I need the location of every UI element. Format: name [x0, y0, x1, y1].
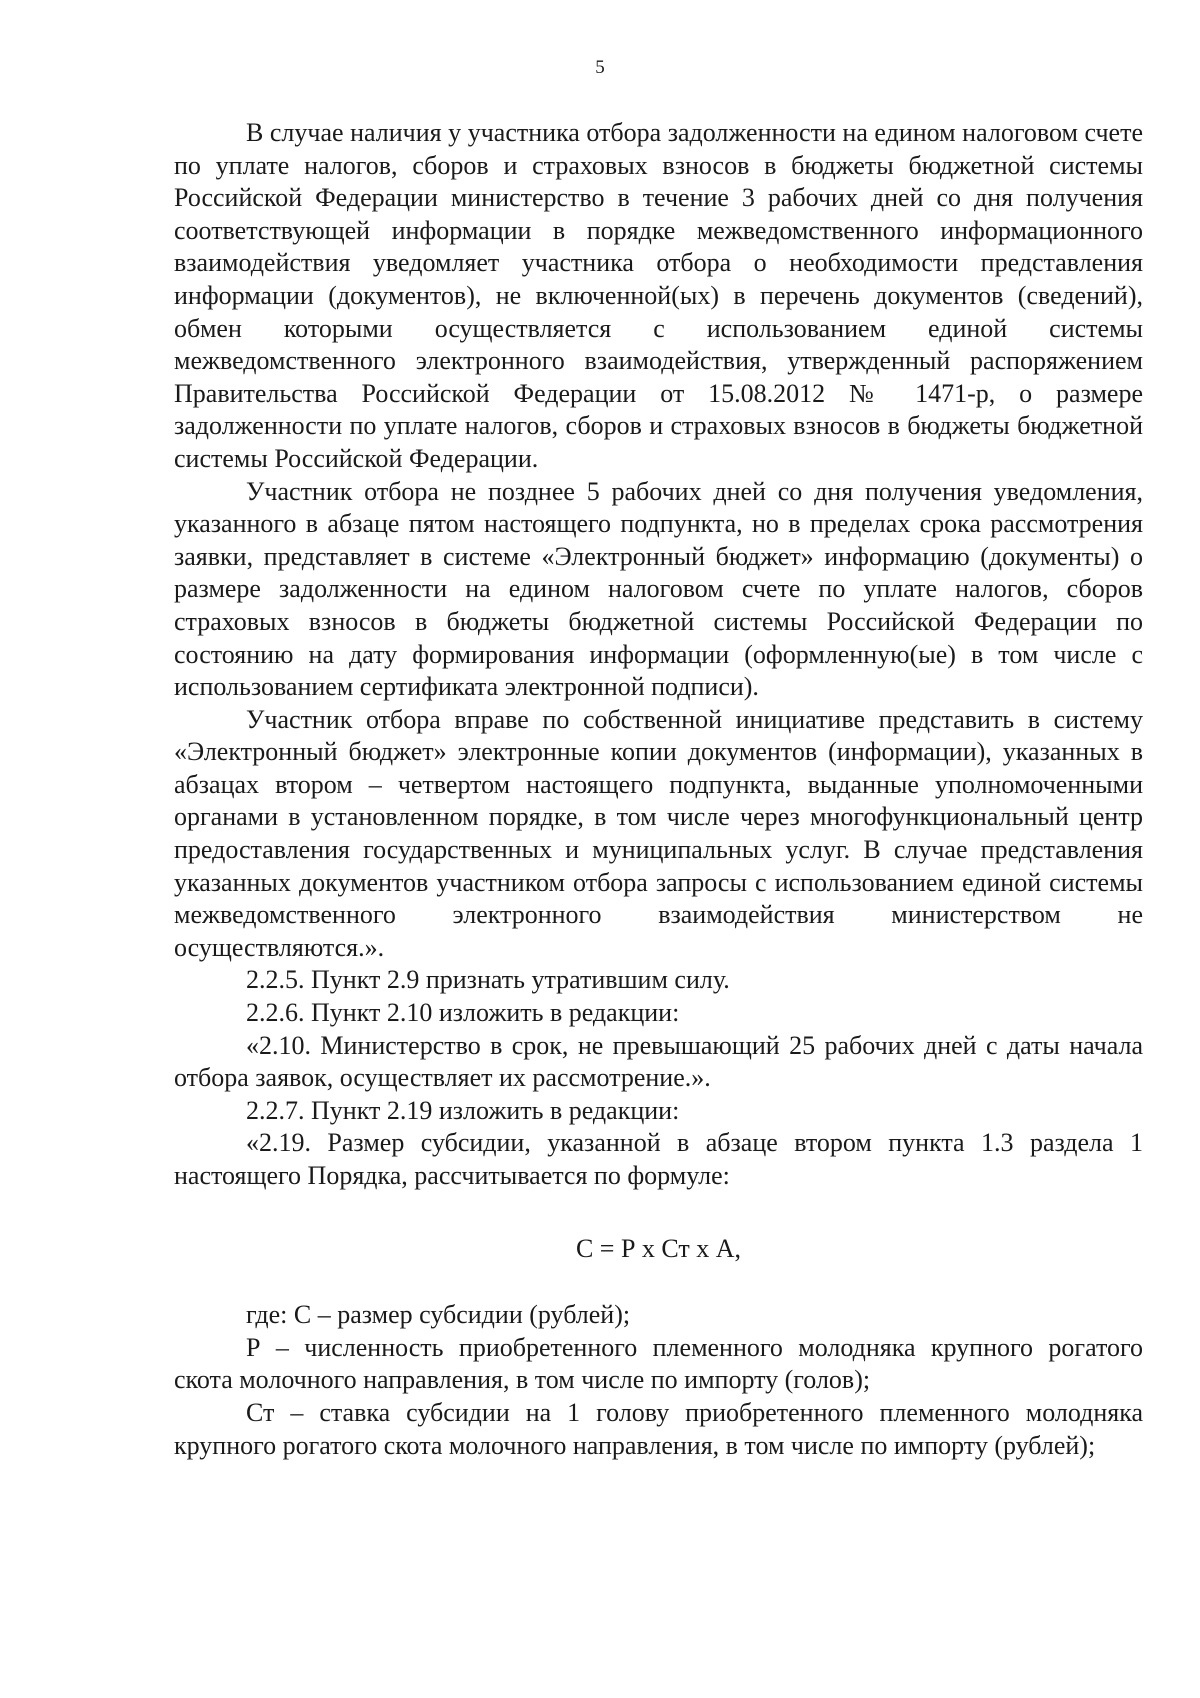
paragraph-2-19: «2.19. Размер субсидии, указанной в абзаце втором пункта 1.3 раздела 1 настоящего Порядка, рассчитывается по формуле: — [174, 1128, 1143, 1190]
paragraph-2-2-5: 2.2.5. Пункт 2.9 признать утратившим силу. — [246, 965, 730, 995]
paragraph-own-initiative: Участник отбора вправе по собственной инициативе представить в систему «Электронный бюджет» электронные копии документов (информации), указанных в абзацах втором – четвертом настоящего подпункта, выданные уполномоченными органами в установленном порядке, в том числе через многофункциональный центр предоставления государственных и муниципальных услуг. В случае представления указанных документов участником отбора запросы с использованием единой системы межведомственного электронного взаимодействия министерством не осуществляются.». — [174, 704, 1143, 962]
paragraph-2-2-6: 2.2.6. Пункт 2.10 изложить в редакции: — [246, 998, 680, 1028]
document-body — [174, 117, 1143, 1462]
paragraph-2-2-7: 2.2.7. Пункт 2.19 изложить в редакции: — [246, 1095, 680, 1125]
subsidy-formula: С = Р х Ст х А, — [575, 1233, 742, 1263]
paragraph-2-10: «2.10. Министерство в срок, не превышающий 25 рабочих дней с даты начала отбора заявок, осуществляет их рассмотрение.». — [174, 1030, 1143, 1093]
definition-p: Р – численность приобретенного племенного молодняка крупного рогатого скота молочного направления, в том числе по импорту (голов); — [174, 1332, 1143, 1395]
definition-st: Ст – ставка субсидии на 1 голову приобретенного племенного молодняка крупного рогатого скота молочного направления, в том числе по импорту (рублей); — [174, 1397, 1143, 1460]
page-number: 5 — [595, 57, 605, 78]
paragraph-debt-notice: В случае наличия у участника отбора задолженности на едином налоговом счете по уплате налогов, сборов и страховых взносов в бюджеты бюджетной системы Российской Федерации министерство в течение 3 рабочих дней со дня получения соответствующей информации в порядке межведомственного информационного взаимодействия уведомляет участника отбора о необходимости представления информации (документов), не включенной(ых) в перечень документов (сведений), обмен которыми осуществляется с использованием единой системы межведомственного электронного взаимодействия, утвержденный распоряжением Правительства Российской Федерации от 15.08.2012 № 1471-р, о размере задолженности по уплате налогов, сборов и страховых взносов в бюджеты бюджетной системы Российской Федерации. — [174, 118, 1143, 473]
definition-c: где: С – размер субсидии (рублей); — [246, 1300, 631, 1330]
paragraph-participant-response: Участник отбора не позднее 5 рабочих дней со дня получения уведомления, указанного в абзаце пятом настоящего подпункта, но в пределах срока рассмотрения заявки, представляет в системе «Электронный бюджет» информацию (документы) о размере задолженности на едином налоговом счете по уплате налогов, сборов страховых взносов в бюджеты бюджетной системы Российской Федерации по состоянию на дату формирования информации (оформленную(ые) в том числе с использованием сертификата электронной подписи). — [174, 476, 1143, 702]
